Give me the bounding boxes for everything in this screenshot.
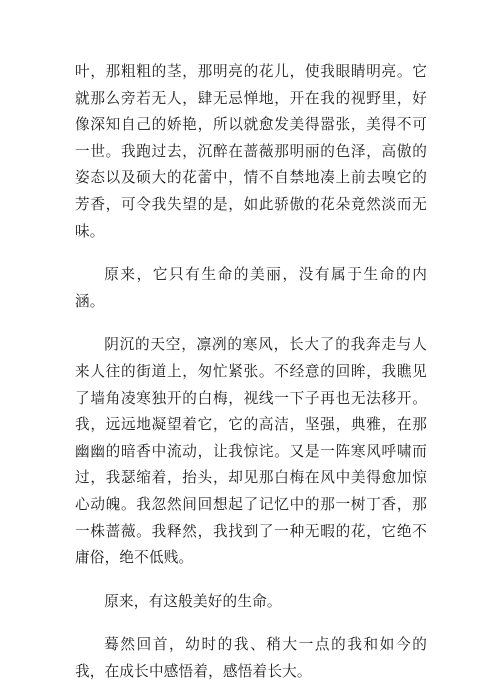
paragraph-plum-conclusion: 原来，有这般美好的生命。 <box>104 592 282 610</box>
essay-body <box>75 59 427 685</box>
paragraph-rose-conclusion: 原来，它只有生命的美丽，没有属于生命的内涵。 <box>75 266 427 310</box>
paragraph-reflection: 蓦然回首，幼时的我、稍大一点的我和如今的我，在成长中感悟着，感悟着长大。 <box>75 636 427 680</box>
paragraph-rose: 叶，那粗粗的茎，那明亮的花儿，使我眼睛明亮。它就那么旁若无人，肆无忌惮地，开在我的视野里，好像深知自己的娇艳，所以就愈发美得嚣张，美得不可一世。我跑过去，沉醉在蔷薇那明丽的色泽，高傲的姿态以及硕大的花蕾中，情不自禁地凑上前去嗅它的芳香，可令我失望的是，如此骄傲的花朵竟然淡而无味。 <box>75 63 427 240</box>
paragraph-plum: 阴沉的天空，凛冽的寒风，长大了的我奔走与人来人往的街道上，匆忙紧张。不经意的回眸，我瞧见了墙角凌寒独开的白梅，视线一下子再也无法移开。我，远远地凝望着它，它的高洁，坚强，典雅，在那幽幽的暗香中流动，让我惊诧。又是一阵寒风呼啸而过，我瑟缩着，抬头，却见那白梅在风中美得愈加惊心动魄。我忽然间回想起了记忆中的那一树丁香，那一株蔷薇。我释然，我找到了一种无暇的花，它绝不庸俗，绝不低贱。 <box>75 336 427 567</box>
